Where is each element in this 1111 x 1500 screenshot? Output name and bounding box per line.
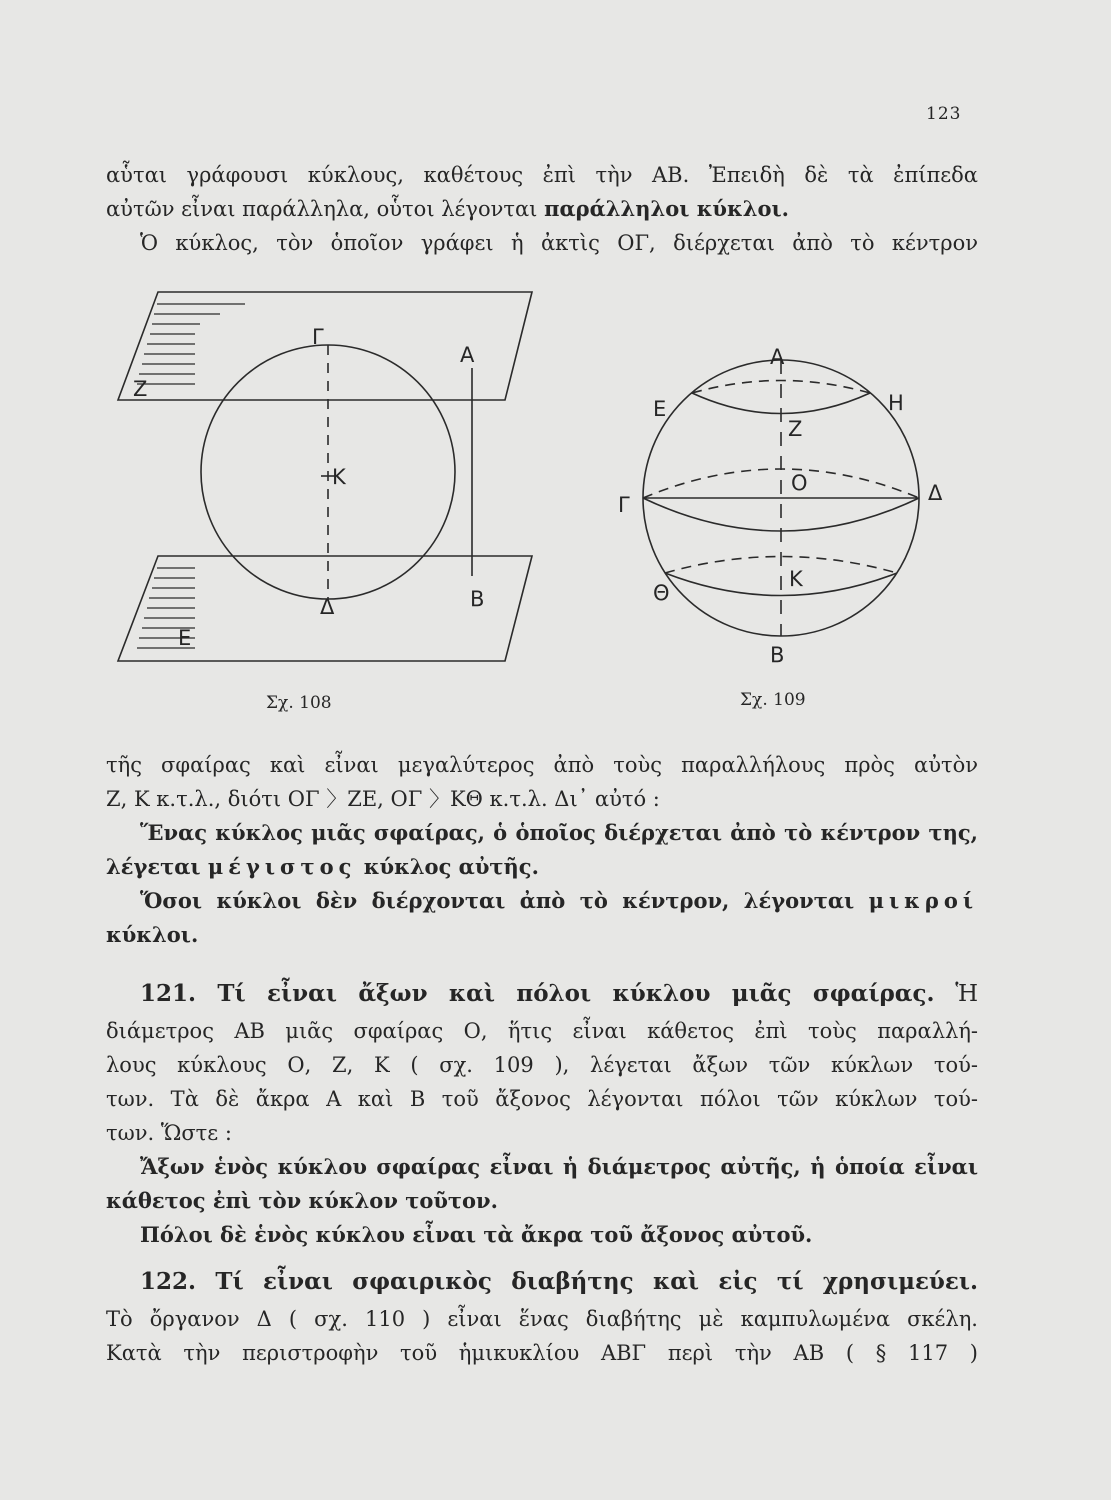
label-eta: Η [888,391,904,415]
text-span: αὐτῶν εἶναι παράλληλα, οὗτοι λέγονται [106,197,538,221]
text-line: τῆς σφαίρας καὶ εἶναι μεγαλύτερος ἀπὸ τοὺς παραλλήλους πρὸς αὐτὸν [106,753,978,777]
label-kappa: Κ [789,567,803,591]
top-paragraph [106,158,978,260]
text-line: Τὸ ὄργανον Δ ( σχ. 110 ) εἶναι ἕνας διαβήτης μὲ καμπυλωμένα σκέλη. [106,1307,978,1331]
text-line: των. Τὰ δὲ ἄκρα Α καὶ Β τοῦ ἄξονος λέγονται πόλοι τῶν κύκλων τού- [106,1087,978,1111]
label-zeta: Ζ [133,377,148,401]
section-121-heading [106,974,978,1014]
text-line: Ζ, Κ κ.τ.λ., διότι ΟΓ 〉ΖΕ, ΟΓ 〉ΚΘ κ.τ.λ. Δι᾽ αὐτό : [106,787,660,811]
text-line: των. Ὥστε : [106,1121,232,1145]
label-epsilon: Ε [653,397,667,421]
term-small: μικροί [868,888,979,913]
label-omicron: Ο [791,471,808,495]
label-beta: Β [770,643,785,667]
label-zeta: Ζ [788,417,803,441]
label-delta: Δ [320,595,335,619]
definition-axis: Ἄξων ἑνὸς κύκλου σφαίρας εἶναι ἡ διάμετρος αὐτῆς, ἡ ὁποία εἶναι [140,1154,978,1179]
text-span: κύκλος αὐτῆς. [363,854,539,879]
page-number: 123 [926,104,962,124]
text-span: Ἡ [955,981,979,1007]
label-epsilon: Ε [178,626,192,650]
text-span: Ὅσοι κύκλοι δὲν διέρχονται ἀπὸ τὸ κέντρον, λέγονται [140,888,855,913]
text-line: Ὁ κύκλος, τὸν ὁποῖον γράφει ἡ ἀκτὶς ΟΓ, διέρχεται ἀπὸ τὸ κέντρον [140,231,978,255]
middle-paragraph [106,748,978,1370]
label-alpha: Α [770,345,785,369]
label-gamma: Γ [312,325,324,349]
definition-great-circle: Ἕνας κύκλος μιᾶς σφαίρας, ὁ ὁποῖος διέρχεται ἀπὸ τὸ κέντρον της, [140,820,978,845]
text-line: διάμετρος ΑΒ μιᾶς σφαίρας Ο, ἥτις εἶναι κάθετος ἐπὶ τοὺς παραλλή- [106,1019,978,1043]
section-121-title: 121. Τί εἶναι ἄξων καὶ πόλοι κύκλου μιᾶς σφαίρας. [140,980,935,1007]
caption-109: Σχ. 109 [740,690,806,710]
text-span: λέγεται [106,854,201,879]
label-kappa: Κ [332,465,346,489]
definition-poles: Πόλοι δὲ ἑνὸς κύκλου εἶναι τὰ ἄκρα τοῦ ἄξονος αὐτοῦ. [140,1222,813,1247]
term-great: μέγιστος [207,854,357,879]
definition-small-circle [106,884,978,918]
text-line [106,192,978,226]
term-parallel-circles: παράλληλοι κύκλοι. [544,196,789,221]
label-delta: Δ [928,481,943,505]
text-line: λους κύκλους Ο, Ζ, Κ ( σχ. 109 ), λέγεται ἄξων τῶν κύκλων τού- [106,1053,978,1077]
label-theta: Θ [653,581,670,605]
definition-great-circle-cont [106,850,978,884]
label-gamma: Γ [618,493,630,517]
text-line: Κατὰ τὴν περιστροφὴν τοῦ ἡμικυκλίου ΑΒΓ περὶ τὴν ΑΒ ( § 117 ) [106,1341,978,1365]
definition-small-circle-cont: κύκλοι. [106,922,199,947]
figure-109 [643,360,919,636]
caption-108: Σχ. 108 [266,693,332,713]
section-122-heading: 122. Τί εἶναι σφαιρικὸς διαβήτης καὶ εἰς τί χρησιμεύει. [140,1268,978,1295]
label-alpha: Α [460,343,475,367]
definition-axis-cont: κάθετος ἐπὶ τὸν κύκλον τοῦτον. [106,1188,498,1213]
text-line: αὗται γράφουσι κύκλους, καθέτους ἐπὶ τὴν ΑΒ. Ἐπειδὴ δὲ τὰ ἐπίπεδα [106,163,978,187]
figures-svg [100,268,980,738]
label-beta: Β [470,587,485,611]
upper-plane-hatching [137,304,245,384]
figures-area [100,268,980,738]
